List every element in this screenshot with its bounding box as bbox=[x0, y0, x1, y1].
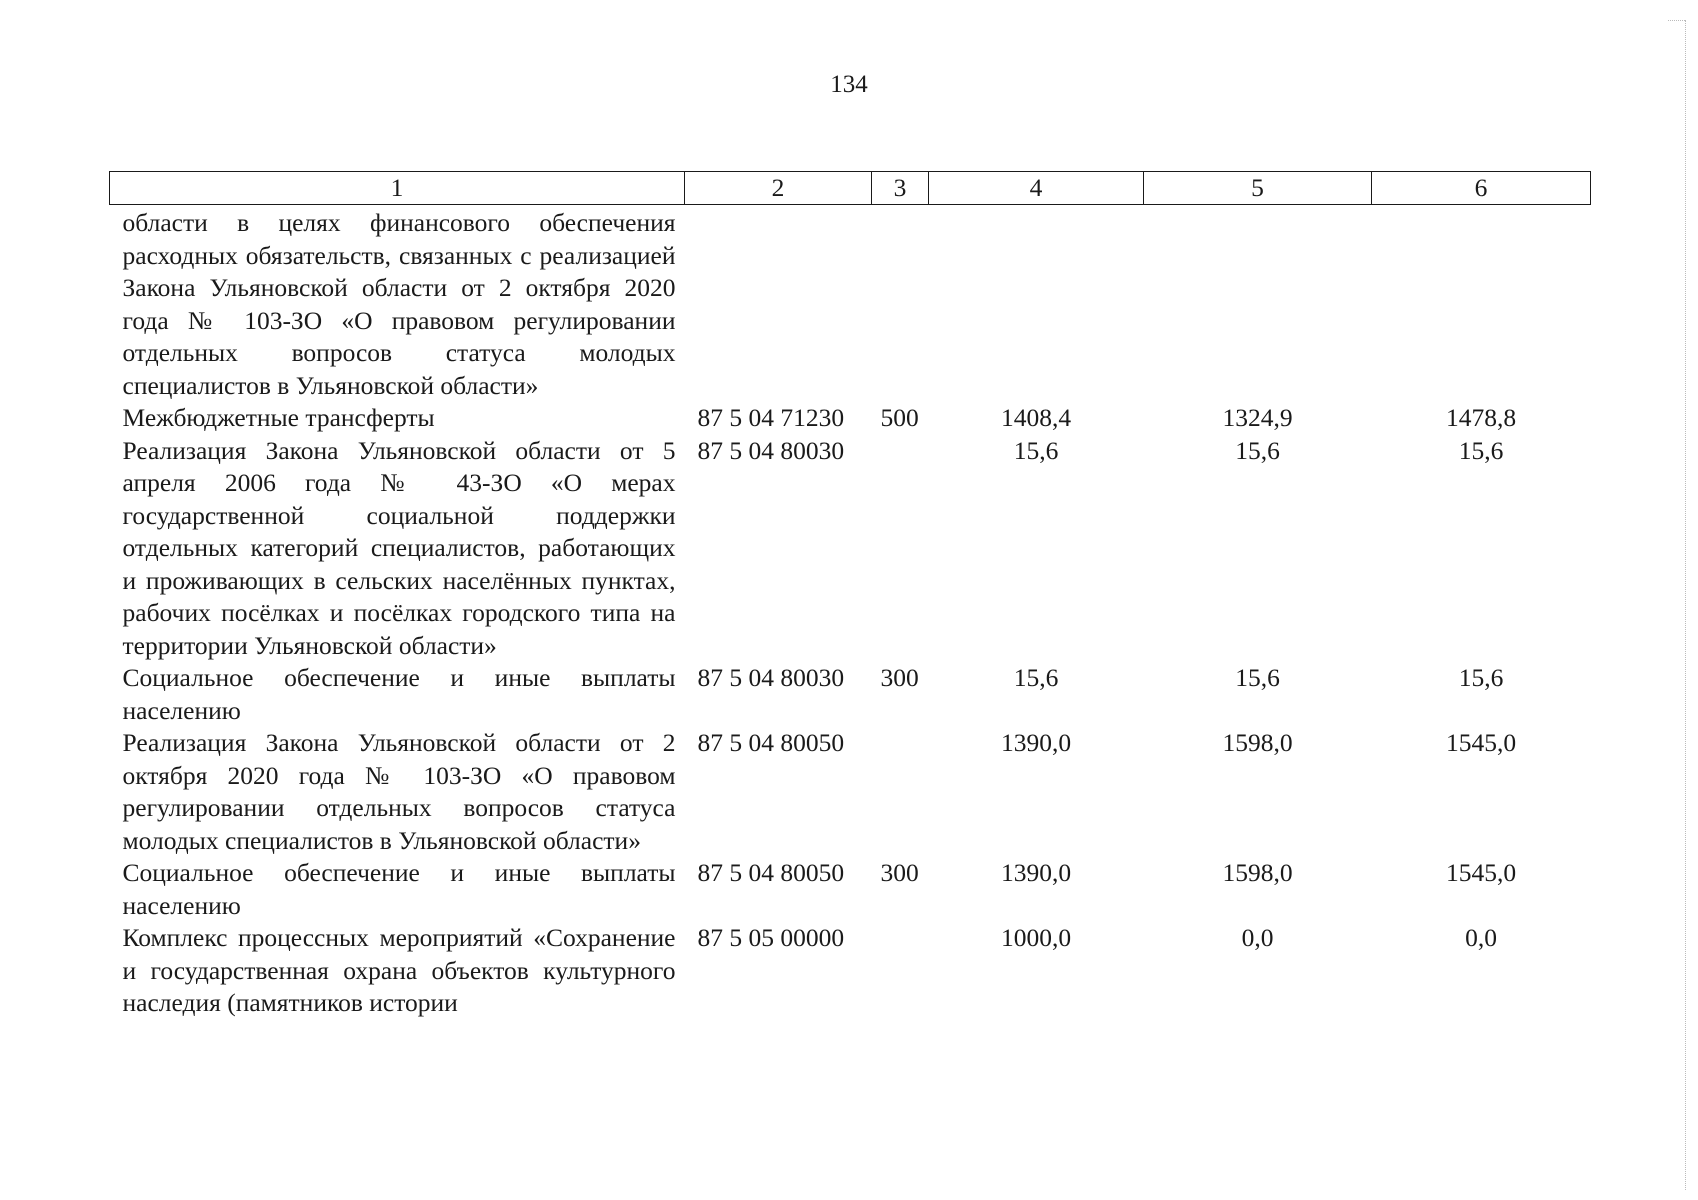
scan-edge-line bbox=[1685, 20, 1686, 1190]
row-name: Комплекс процессных мероприятий «Сохранение и государственная охрана объектов культурного наследия (памятников истории bbox=[122, 923, 676, 1017]
row-value-col6 bbox=[1372, 205, 1591, 403]
row-name: Реализация Закона Ульяновской области от 2 октября 2020 года № 103-ЗО «О правовом регулировании отдельных вопросов статуса молодых специалистов в Ульяновской области» bbox=[122, 728, 676, 855]
row-value-col6: 1478,8 bbox=[1445, 403, 1517, 432]
row-value-col5: 1598,0 bbox=[1222, 858, 1293, 887]
row-name: Социальное обеспечение и иные выплаты населению bbox=[122, 858, 676, 920]
row-value-col4: 1390,0 bbox=[1000, 858, 1072, 887]
row-value-col4 bbox=[929, 205, 1144, 403]
budget-table bbox=[109, 171, 1591, 1020]
table-row bbox=[110, 857, 1591, 922]
column-header-2: 2 bbox=[685, 172, 872, 205]
table-row bbox=[110, 662, 1591, 727]
column-header-5: 5 bbox=[1144, 172, 1372, 205]
table-row bbox=[110, 435, 1591, 663]
page-number: 134 bbox=[830, 71, 868, 98]
row-value-col5: 0,0 bbox=[1241, 923, 1274, 952]
row-group: 500 bbox=[880, 403, 919, 432]
row-code: 87 5 04 80050 bbox=[697, 728, 845, 757]
row-code: 87 5 04 80050 bbox=[697, 858, 845, 887]
row-name: Межбюджетные трансферты bbox=[122, 403, 435, 432]
table-header bbox=[110, 172, 1591, 205]
table-row bbox=[110, 205, 1591, 403]
column-header-1: 1 bbox=[110, 172, 685, 205]
column-header-3: 3 bbox=[872, 172, 929, 205]
row-name: области в целях финансового обеспечения расходных обязательств, связанных с реализацией Закона Ульяновской области от 2 октября 2020 года № 103-ЗО «О правовом регулировании отдельных вопросов статуса молодых специалистов в Ульяновской области» bbox=[122, 208, 676, 400]
row-value-col5: 15,6 bbox=[1235, 663, 1280, 692]
row-code: 87 5 04 71230 bbox=[697, 403, 845, 432]
scan-edge-corner bbox=[1668, 20, 1685, 21]
row-group: 300 bbox=[880, 663, 919, 692]
table-row bbox=[110, 922, 1591, 1020]
row-value-col4: 15,6 bbox=[1013, 435, 1059, 465]
row-name: Социальное обеспечение и иные выплаты населению bbox=[122, 663, 676, 725]
column-header-4: 4 bbox=[929, 172, 1144, 205]
row-name: Реализация Закона Ульяновской области от 5 апреля 2006 года № 43-ЗО «О мерах государственной социальной поддержки отдельных категорий специалистов, работающих и проживающих в сельских населённых пунктах, рабочих посёлках и посёлках городского типа на территории Ульяновской области» bbox=[122, 435, 676, 660]
table-body bbox=[110, 205, 1591, 1020]
row-value-col6: 1545,0 bbox=[1445, 728, 1517, 757]
row-group bbox=[872, 205, 929, 403]
row-value-col6: 0,0 bbox=[1465, 923, 1497, 952]
row-value-col4: 1408,4 bbox=[1000, 403, 1072, 432]
table-row bbox=[110, 727, 1591, 857]
row-value-col5: 15,6 bbox=[1235, 435, 1280, 465]
row-group bbox=[872, 435, 929, 663]
header-row bbox=[110, 172, 1591, 205]
row-code bbox=[685, 205, 872, 403]
row-group: 300 bbox=[880, 858, 919, 887]
row-code: 87 5 05 00000 bbox=[697, 923, 845, 952]
column-header-6: 6 bbox=[1372, 172, 1591, 205]
row-code: 87 5 04 80030 bbox=[697, 663, 845, 692]
table-row bbox=[110, 402, 1591, 435]
row-group bbox=[872, 922, 929, 1020]
row-value-col4: 15,6 bbox=[1013, 663, 1059, 692]
row-value-col4: 1390,0 bbox=[1000, 728, 1072, 757]
row-value-col6: 1545,0 bbox=[1445, 858, 1517, 887]
row-value-col5: 1598,0 bbox=[1222, 728, 1293, 757]
row-value-col5: 1324,9 bbox=[1222, 403, 1293, 432]
row-code: 87 5 04 80030 bbox=[697, 435, 845, 465]
row-value-col6: 15,6 bbox=[1458, 663, 1504, 692]
row-value-col6: 15,6 bbox=[1458, 435, 1504, 465]
row-value-col4: 1000,0 bbox=[1000, 923, 1072, 952]
row-group bbox=[872, 727, 929, 857]
row-value-col5 bbox=[1144, 205, 1372, 403]
